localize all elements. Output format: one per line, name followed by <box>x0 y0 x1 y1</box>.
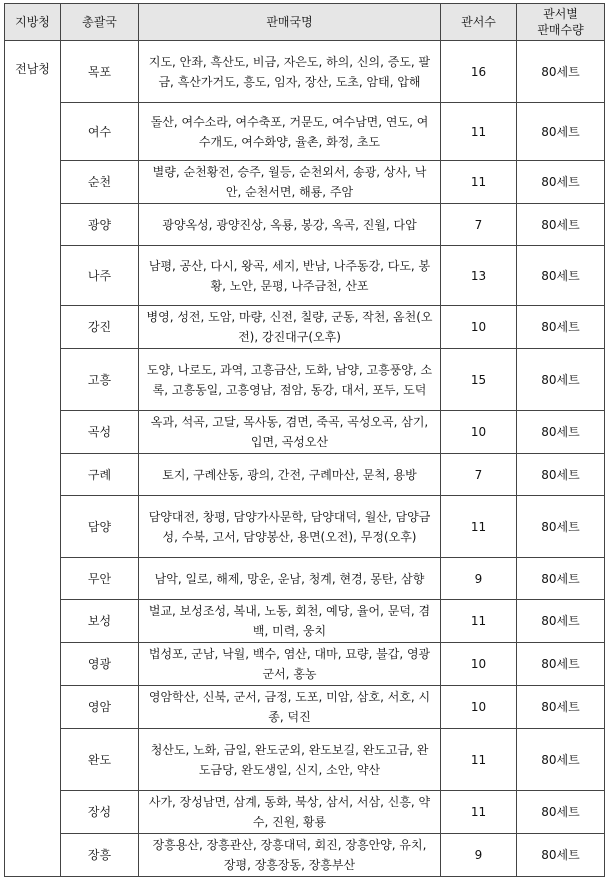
table-row <box>5 454 605 496</box>
qty-cell: 80세트 <box>517 454 605 496</box>
outlets-cell: 사가, 장성남면, 삼계, 동화, 북상, 삼서, 서삼, 신흥, 약수, 진원, 황룡 <box>139 791 441 834</box>
office-cell: 강진 <box>61 306 139 349</box>
office-cell: 곡성 <box>61 411 139 454</box>
office-cell: 보성 <box>61 600 139 643</box>
qty-cell: 80세트 <box>517 600 605 643</box>
table-row <box>5 600 605 643</box>
qty-cell: 80세트 <box>517 729 605 791</box>
qty-cell: 80세트 <box>517 834 605 877</box>
count-cell: 7 <box>441 204 517 246</box>
sales-table <box>4 3 605 877</box>
table-row <box>5 411 605 454</box>
office-cell: 영암 <box>61 686 139 729</box>
count-cell: 7 <box>441 454 517 496</box>
count-cell: 13 <box>441 246 517 306</box>
office-cell: 목포 <box>61 41 139 103</box>
header-row <box>5 4 605 41</box>
outlets-cell: 남악, 일로, 해제, 망운, 운남, 청계, 현경, 몽탄, 삼향 <box>139 558 441 600</box>
office-cell: 장흥 <box>61 834 139 877</box>
header-qty <box>517 4 605 41</box>
qty-cell: 80세트 <box>517 349 605 411</box>
office-cell: 장성 <box>61 791 139 834</box>
qty-cell: 80세트 <box>517 103 605 161</box>
table-row <box>5 643 605 686</box>
count-cell: 9 <box>441 834 517 877</box>
outlets-cell: 청산도, 노화, 금일, 완도군외, 완도보길, 완도고금, 완도금당, 완도생일, 신지, 소안, 약산 <box>139 729 441 791</box>
header-qty-line2: 판매수량 <box>537 23 584 37</box>
table-row <box>5 204 605 246</box>
office-cell: 구례 <box>61 454 139 496</box>
qty-cell: 80세트 <box>517 791 605 834</box>
count-cell: 11 <box>441 496 517 558</box>
outlets-cell: 영암학산, 신북, 군서, 금정, 도포, 미암, 삼호, 서호, 시종, 덕진 <box>139 686 441 729</box>
outlets-cell: 별량, 순천황전, 승주, 월등, 순천외서, 송광, 상사, 낙안, 순천서면, 해룡, 주암 <box>139 161 441 204</box>
count-cell: 11 <box>441 161 517 204</box>
count-cell: 16 <box>441 41 517 103</box>
outlets-cell: 담양대전, 창평, 담양가사문학, 담양대덕, 월산, 담양금성, 수북, 고서, 담양봉산, 용면(오전), 무정(오후) <box>139 496 441 558</box>
office-cell: 나주 <box>61 246 139 306</box>
table-row <box>5 103 605 161</box>
office-cell: 무안 <box>61 558 139 600</box>
count-cell: 10 <box>441 411 517 454</box>
table-row <box>5 161 605 204</box>
table-row <box>5 306 605 349</box>
table-body <box>5 41 605 877</box>
table-row <box>5 791 605 834</box>
region-cell: 전남청 <box>5 41 61 877</box>
qty-cell: 80세트 <box>517 496 605 558</box>
qty-cell: 80세트 <box>517 411 605 454</box>
qty-cell: 80세트 <box>517 41 605 103</box>
table-row <box>5 558 605 600</box>
count-cell: 9 <box>441 558 517 600</box>
outlets-cell: 지도, 안좌, 흑산도, 비금, 자은도, 하의, 신의, 증도, 팔금, 흑산가거도, 흥도, 임자, 장산, 도초, 암태, 압해 <box>139 41 441 103</box>
count-cell: 10 <box>441 306 517 349</box>
table-row <box>5 834 605 877</box>
office-cell: 담양 <box>61 496 139 558</box>
outlets-cell: 돌산, 여수소라, 여수축포, 거문도, 여수남면, 연도, 여수개도, 여수화양, 율촌, 화정, 초도 <box>139 103 441 161</box>
office-cell: 영광 <box>61 643 139 686</box>
header-office: 총괄국 <box>61 4 139 41</box>
table-row <box>5 496 605 558</box>
header-region: 지방청 <box>5 4 61 41</box>
qty-cell: 80세트 <box>517 246 605 306</box>
count-cell: 10 <box>441 686 517 729</box>
qty-cell: 80세트 <box>517 204 605 246</box>
outlets-cell: 장흥용산, 장흥관산, 장흥대덕, 회진, 장흥안양, 유치, 장평, 장흥장동, 장흥부산 <box>139 834 441 877</box>
sales-table-container <box>4 3 605 877</box>
count-cell: 11 <box>441 791 517 834</box>
outlets-cell: 옥과, 석곡, 고달, 목사동, 겸면, 죽곡, 곡성오곡, 삼기, 입면, 곡성오산 <box>139 411 441 454</box>
qty-cell: 80세트 <box>517 686 605 729</box>
office-cell: 순천 <box>61 161 139 204</box>
count-cell: 11 <box>441 729 517 791</box>
outlets-cell: 병영, 성전, 도암, 마량, 신전, 칠량, 군동, 작천, 옴천(오전), 강진대구(오후) <box>139 306 441 349</box>
count-cell: 11 <box>441 600 517 643</box>
office-cell: 여수 <box>61 103 139 161</box>
outlets-cell: 토지, 구례산동, 광의, 간전, 구례마산, 문척, 용방 <box>139 454 441 496</box>
header-qty-line1: 관서별 <box>543 7 578 21</box>
table-row <box>5 729 605 791</box>
count-cell: 10 <box>441 643 517 686</box>
table-row <box>5 41 605 103</box>
outlets-cell: 도양, 나로도, 과역, 고흥금산, 도화, 남양, 고흥풍양, 소록, 고흥동일, 고흥영남, 점암, 동강, 대서, 포두, 도덕 <box>139 349 441 411</box>
outlets-cell: 법성포, 군남, 낙월, 백수, 염산, 대마, 묘량, 불갑, 영광군서, 홍농 <box>139 643 441 686</box>
office-cell: 완도 <box>61 729 139 791</box>
table-row <box>5 246 605 306</box>
count-cell: 11 <box>441 103 517 161</box>
qty-cell: 80세트 <box>517 161 605 204</box>
header-count: 관서수 <box>441 4 517 41</box>
office-cell: 광양 <box>61 204 139 246</box>
header-outlets: 판매국명 <box>139 4 441 41</box>
qty-cell: 80세트 <box>517 643 605 686</box>
office-cell: 고흥 <box>61 349 139 411</box>
qty-cell: 80세트 <box>517 306 605 349</box>
table-row <box>5 349 605 411</box>
table-row <box>5 686 605 729</box>
outlets-cell: 광양옥성, 광양진상, 옥룡, 봉강, 옥곡, 진월, 다압 <box>139 204 441 246</box>
outlets-cell: 벌교, 보성조성, 복내, 노동, 회천, 예당, 율어, 문덕, 겸백, 미력, 웅치 <box>139 600 441 643</box>
outlets-cell: 남평, 공산, 다시, 왕곡, 세지, 반남, 나주동강, 다도, 봉황, 노안, 문평, 나주금천, 산포 <box>139 246 441 306</box>
count-cell: 15 <box>441 349 517 411</box>
qty-cell: 80세트 <box>517 558 605 600</box>
